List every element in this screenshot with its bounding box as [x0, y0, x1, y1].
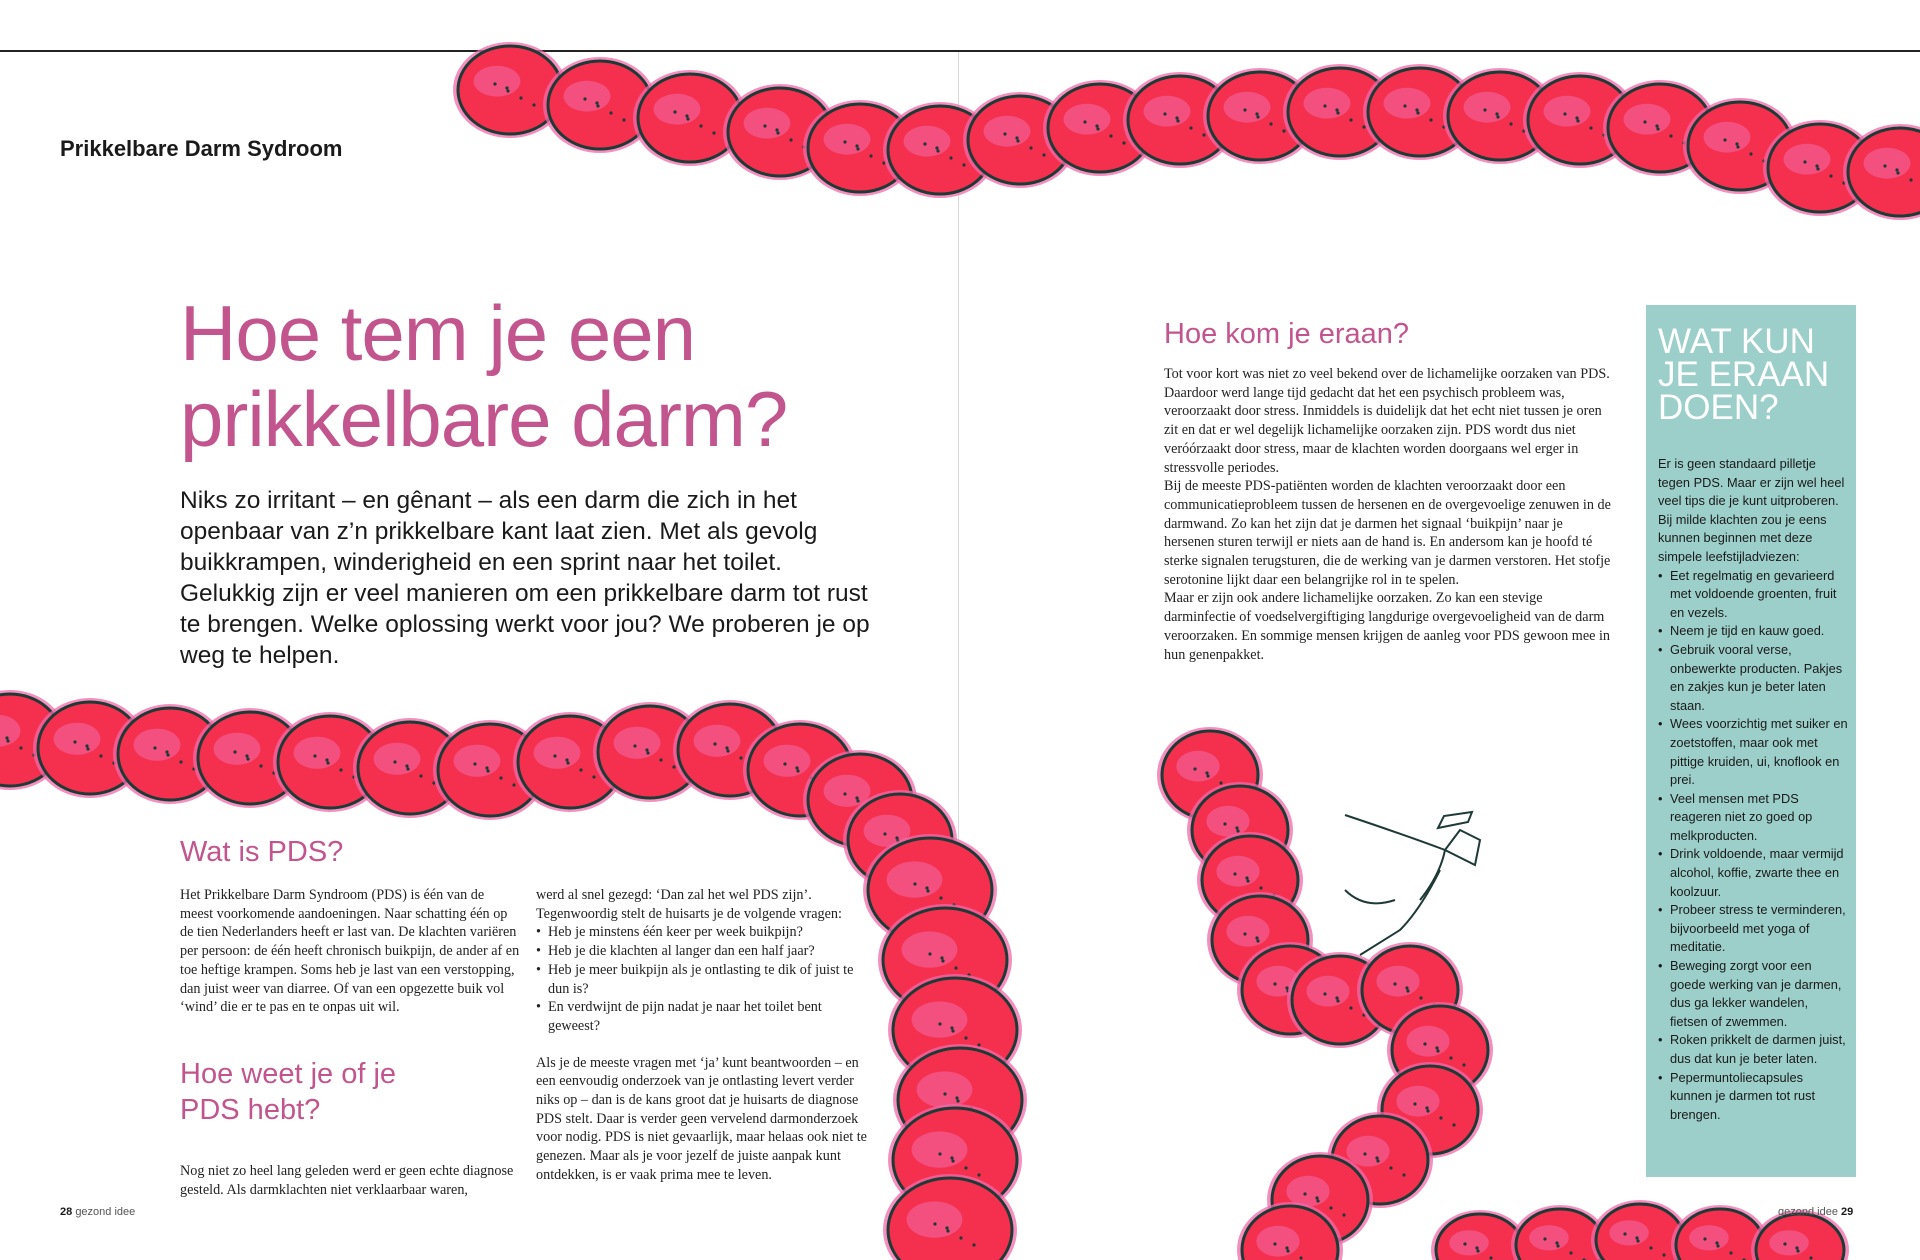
page-number-left: 28 [60, 1206, 73, 1218]
hoe-kom-p2: Bij de meeste PDS-patiënten worden de klachten veroorzaakt door een communicatieprobleem tussen de hersenen en de overgevoelige zenuwen in de darmwand. Zo kan het zijn dat je darmen het signaal ‘buikpijn’ naar je hersenen sturen terwijl er niets aan de hand is. En andersom kan je hoofd té sterke signalen terugsturen, die de werking van je darmen verstoren. Het stofje serotonine lijkt daar een belangrijke rol in te spelen. [1164, 478, 1611, 588]
list-item: • Eet regelmatig en gevarieerd met voldoende groenten, fruit en vezels. [1658, 567, 1848, 623]
list-item: • Neem je tijd en kauw goed. [1658, 622, 1848, 641]
intro-paragraph: Niks zo irritant – en gênant – als een darm die zich in het openbaar van z’n prikkelbare kant laat zien. Met als gevolg buikkrampen, winderigheid en een sprint naar het toilet. Gelukkig zijn er veel manieren om een prikkelbare darm tot rust te brengen. Welke oplossing werkt voor jou? We proberen je op weg te helpen. [180, 487, 870, 669]
list-item: • Heb je meer buikpijn als je ontlasting te dik of juist te dun is? [536, 961, 876, 998]
list-item: • Heb je die klachten al langer dan een half jaar? [536, 942, 876, 961]
hoe-weet-continued: werd al snel gezegd: ‘Dan zal het wel PDS zijn’. Tegenwoordig stelt de huisarts je de volgende vragen: [536, 887, 842, 922]
list-item: • En verdwijnt de pijn nadat je naar het toilet bent geweest? [536, 998, 876, 1035]
headline: Hoe tem je een prikkelbare darm? [180, 289, 788, 463]
heading-hoe-kom: Hoe kom je eraan? [1164, 318, 1410, 350]
list-item: • Probeer stress te verminderen, bijvoorbeeld met yoga of meditatie. [1658, 901, 1848, 957]
folio-left [60, 1206, 135, 1218]
list-item: • Wees voorzichtig met suiker en zoetstoffen, maar ook met pittige kruiden, ui, knoflook en prei. [1658, 715, 1848, 789]
question-list [536, 923, 876, 1035]
folio-right [1778, 1206, 1853, 1218]
list-item: • Veel mensen met PDS reageren niet zo goed op melkproducten. [1658, 790, 1848, 846]
heading-hoe-weet: Hoe weet je of je PDS hebt? [180, 1058, 397, 1126]
list-item: • Gebruik vooral verse, onbewerkte producten. Pakjes en zakjes kun je beter laten staan. [1658, 641, 1848, 715]
column-hoe-weet-continued [536, 886, 876, 1185]
magazine-name-left: gezond idee [75, 1206, 136, 1218]
rider-figure-icon [1345, 812, 1480, 955]
hoe-weet-conclusion: Als je de meeste vragen met ‘ja’ kunt beantwoorden – en een eenvoudig onderzoek van je ontlasting levert verder niks op – dan is de kans groot dat je huisarts de diagnose PDS stelt. Daar is verder geen vervelend darmonderzoek voor nodig. PDS is niet gevaarlijk, maar helaas ook niet te genezen. Maar als je voor jezelf de juiste aanpak kunt ontdekken, is er vaak prima mee te leven. [536, 1054, 867, 1183]
sidebar-intro: Er is geen standaard pilletje tegen PDS. Maar er zijn wel heel veel tips die je kunt uitproberen. Bij milde klachten zou je eens kunnen beginnen met deze simpele leefstijladviezen: [1658, 456, 1845, 564]
list-item: • Drink voldoende, maar vermijd alcohol, koffie, zwarte thee en koolzuur. [1658, 845, 1848, 901]
list-item: • Pepermuntoliecapsules kunnen je darmen tot rust brengen. [1658, 1069, 1848, 1125]
hoe-weet-body: Nog niet zo heel lang geleden werd er geen echte diagnose gesteld. Als darmklachten niet verklaarbaar waren, [180, 1163, 514, 1198]
list-item: • Beweging zorgt voor een goede werking van je darmen, dus ga lekker wandelen, fietsen of zwemmen. [1658, 957, 1848, 1031]
column-wat-is [180, 886, 520, 1017]
list-item: • Roken prikkelt de darmen juist, dus dat kun je beter laten. [1658, 1031, 1848, 1068]
section-kicker: Prikkelbare Darm Sydroom [60, 136, 343, 161]
column-hoe-weet-start [180, 1162, 520, 1199]
heading-wat-is-pds: Wat is PDS? [180, 836, 344, 868]
hoe-kom-p3: Maar er zijn ook andere lichamelijke oorzaken. Zo kan een stevige darminfectie of voedselvergiftiging langdurige overgevoeligheid van de darm veroorzaken. En sommige mensen krijgen de aanleg voor PDS gewoon mee in hun genenpakket. [1164, 590, 1610, 663]
sidebar-body [1658, 455, 1848, 1124]
magazine-name-right: gezond idee [1778, 1206, 1838, 1218]
wat-is-body: Het Prikkelbare Darm Syndroom (PDS) is één van de meest voorkomende aandoeningen. Naar schatting één op de tien Nederlanders heeft er last van. De klachten variëren per persoon: de één heeft chronisch buikpijn, de ander af en toe heftige krampen. Soms heb je last van een verstopping, dan juist weer van diarree. Of van een opgezette buik vol ‘wind’ die er te pas en te onpas uit wil. [180, 887, 520, 1016]
tips-list [1658, 567, 1848, 1125]
column-hoe-kom [1164, 365, 1614, 664]
sidebar-title: WAT KUN JE ERAAN DOEN? [1658, 322, 1830, 427]
list-item: • Heb je minstens één keer per week buikpijn? [536, 923, 876, 942]
tips-sidebar [1646, 305, 1856, 1177]
hoe-kom-p1: Tot voor kort was niet zo veel bekend over de lichamelijke oorzaken van PDS. Daardoor werd lange tijd gedacht dat het een psychisch probleem was, veroorzaakt door stress. Inmiddels is duidelijk dat het echt niet tussen je oren zit en dat er wel degelijk lichamelijke oorzaken zijn. PDS wordt dus niet veróórzaakt door stress, maar de klachten worden doorgaans wel erger in stressvolle periodes. [1164, 366, 1610, 476]
page-number-right: 29 [1841, 1206, 1854, 1218]
